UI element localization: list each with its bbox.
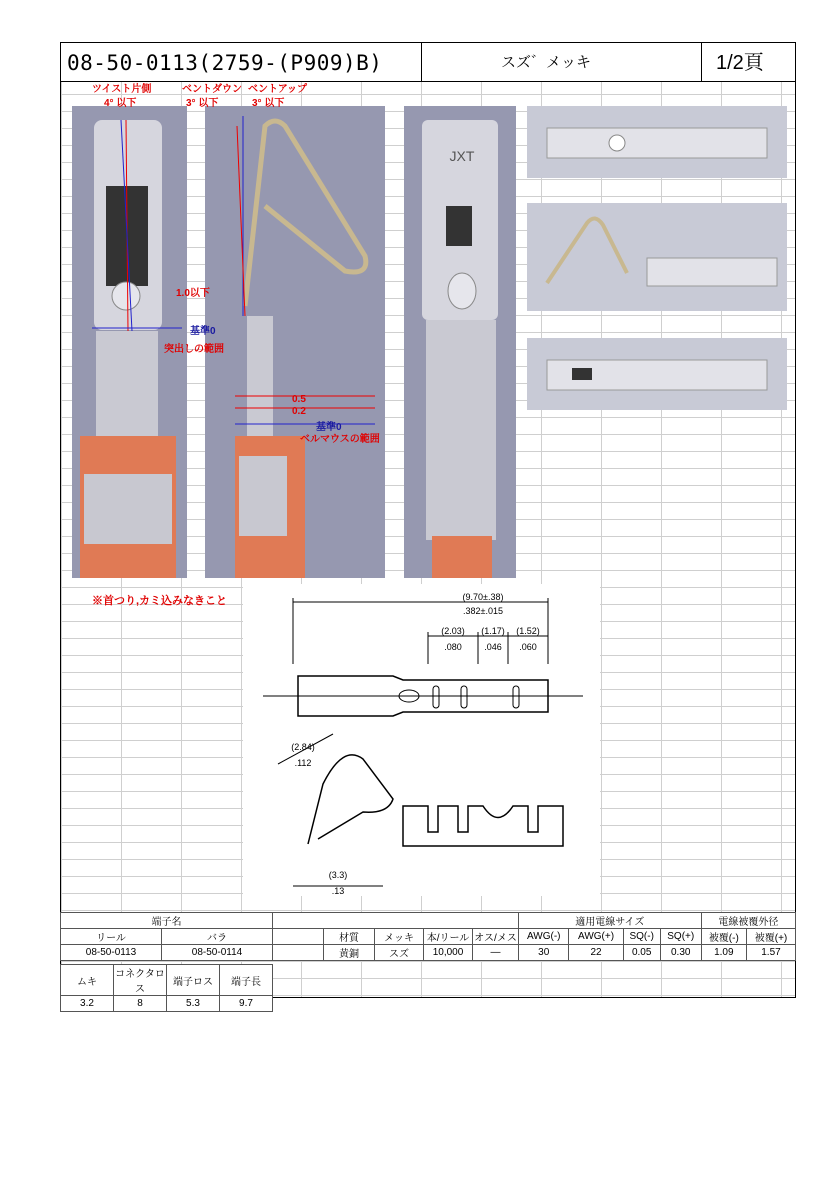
terminal-name-header: 端子名 xyxy=(61,913,273,929)
technical-drawing xyxy=(243,584,600,896)
per-reel-value: 10,000 xyxy=(424,945,473,961)
per-reel-header: 本/リール xyxy=(424,929,473,945)
protrusion-range-label: 突出しの範囲 xyxy=(164,344,224,355)
awg-max-header: AWG(+) xyxy=(569,929,623,945)
twist-label: ツイスト片側 xyxy=(92,84,152,95)
bend-up-label: ベントアップ xyxy=(248,84,307,95)
plating-header: メッキ xyxy=(375,929,424,945)
sq-min-value: 0.05 xyxy=(623,945,660,961)
dim-2-mm: (1.17) xyxy=(481,626,505,636)
dim-3-mm: (1.52) xyxy=(516,626,540,636)
connector-loss-header: コネクタロス xyxy=(114,965,167,996)
bend-down-label: ベントダウン xyxy=(182,84,242,95)
bulk-header: バラ xyxy=(162,929,273,945)
terminal-length-header: 端子長 xyxy=(220,965,273,996)
reference-0-label: 基準0 xyxy=(190,326,216,337)
gender-value: — xyxy=(473,945,519,961)
photo-side-view-2 xyxy=(527,203,787,311)
photo-top-view xyxy=(404,106,516,578)
bulk-number: 08-50-0114 xyxy=(162,945,273,961)
header-bar xyxy=(61,43,795,82)
bellmouth-range-label: ベルマウスの範囲 xyxy=(300,434,380,445)
awg-max-value: 22 xyxy=(569,945,623,961)
dim-bottom-mm: (3.3) xyxy=(328,870,348,880)
gender-header: オス/メス xyxy=(473,929,519,945)
connector-loss-value: 8 xyxy=(114,996,167,1012)
material-value: 黄銅 xyxy=(324,945,375,961)
dim-2-in: .046 xyxy=(484,642,502,652)
reference-0-label-2: 基準0 xyxy=(316,422,342,433)
sq-max-value: 0.30 xyxy=(660,945,701,961)
dim-spring-mm: (2.84) xyxy=(291,742,315,752)
dim-0-2-label: 0.2 xyxy=(292,406,306,417)
dim-1-in: .080 xyxy=(444,642,462,652)
strip-value: 3.2 xyxy=(61,996,114,1012)
length-table xyxy=(60,964,273,1012)
sq-min-header: SQ(-) xyxy=(623,929,660,945)
dim-1-mm: (2.03) xyxy=(441,626,465,636)
dim-overall-mm: (9.70±.38) xyxy=(462,592,504,602)
jxt-mark: JXT xyxy=(449,148,475,164)
plating-value: スズ xyxy=(375,945,424,961)
spec-table xyxy=(60,912,796,961)
dim-spring-in: .112 xyxy=(294,758,312,768)
od-max-value: 1.57 xyxy=(746,945,795,961)
bend-up-value: 3° 以下 xyxy=(252,98,285,109)
terminal-length-value: 9.7 xyxy=(220,996,273,1012)
bend-down-value: 3° 以下 xyxy=(186,98,219,109)
od-max-header: 被覆(+) xyxy=(746,929,795,945)
sq-max-header: SQ(+) xyxy=(660,929,701,945)
strip-header: ムキ xyxy=(61,965,114,996)
page-number: 1/2頁 xyxy=(716,52,764,74)
reel-header: リール xyxy=(61,929,162,945)
photo-bend-view xyxy=(205,106,385,578)
od-min-value: 1.09 xyxy=(701,945,746,961)
dim-3-in: .060 xyxy=(519,642,537,652)
twist-value: 4° 以下 xyxy=(104,98,137,109)
outer-diameter-header: 電線被覆外径 xyxy=(701,913,795,929)
plating-title: スズ゛メッキ xyxy=(501,54,592,71)
awg-min-header: AWG(-) xyxy=(519,929,569,945)
photo-side-view-3 xyxy=(527,338,787,410)
od-min-header: 被覆(-) xyxy=(701,929,746,945)
photo-side-view-1 xyxy=(527,106,787,178)
wire-size-header: 適用電線サイズ xyxy=(519,913,702,929)
terminal-loss-value: 5.3 xyxy=(167,996,220,1012)
max-1-0-label: 1.0以下 xyxy=(176,288,210,299)
part-code: 08-50-0113(2759-(P909)B) xyxy=(67,51,383,75)
material-header: 材質 xyxy=(324,929,375,945)
dim-overall-in: .382±.015 xyxy=(463,606,503,616)
awg-min-value: 30 xyxy=(519,945,569,961)
terminal-loss-header: 端子ロス xyxy=(167,965,220,996)
reel-number: 08-50-0113 xyxy=(61,945,162,961)
dim-bottom-in: .13 xyxy=(331,886,345,896)
dim-0-5-label: 0.5 xyxy=(292,394,306,405)
note-text: ※首つり,カミ込みなきこと xyxy=(92,595,228,607)
